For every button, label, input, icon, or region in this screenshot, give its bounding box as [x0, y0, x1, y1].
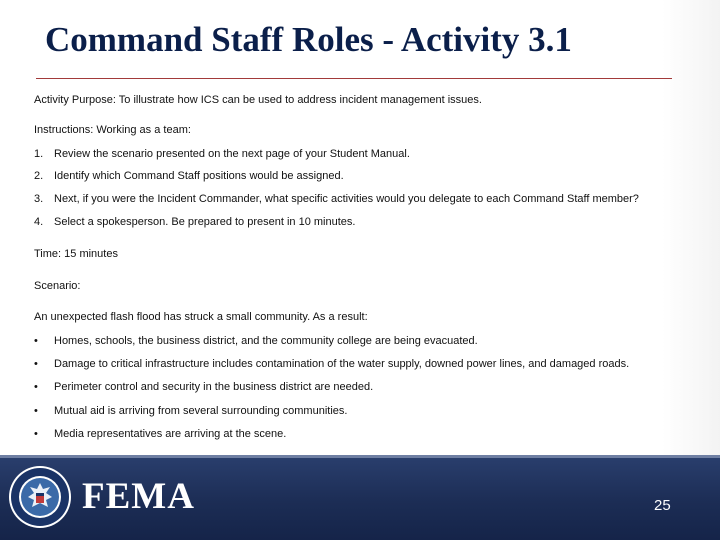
bullet-text: Mutual aid is arriving from several surrounding communities.: [54, 405, 348, 417]
bullet-icon: •: [34, 428, 38, 440]
slide-title: Command Staff Roles - Activity 3.1: [45, 20, 572, 59]
scenario-intro: An unexpected flash flood has struck a small community. As a result:: [34, 311, 368, 323]
bullet-text: Media representatives are arriving at the scene.: [54, 428, 287, 440]
instruction-text: Next, if you were the Incident Commander, what specific activities would you delegate to each Command Staff member?: [54, 193, 639, 205]
list-number: 1.: [34, 148, 44, 160]
title-divider: [36, 78, 672, 79]
activity-purpose: Activity Purpose: To illustrate how ICS can be used to address incident management issues.: [34, 94, 482, 106]
dhs-seal-icon: [8, 465, 72, 529]
time-label: Time: 15 minutes: [34, 248, 118, 260]
list-number: 4.: [34, 216, 44, 228]
instruction-text: Select a spokesperson. Be prepared to present in 10 minutes.: [54, 216, 356, 228]
bullet-icon: •: [34, 335, 38, 347]
instruction-text: Identify which Command Staff positions would be assigned.: [54, 170, 344, 182]
bullet-icon: •: [34, 358, 38, 370]
bullet-icon: •: [34, 405, 38, 417]
list-number: 2.: [34, 170, 44, 182]
bullet-icon: •: [34, 381, 38, 393]
list-number: 3.: [34, 193, 44, 205]
footer-divider: [0, 455, 720, 458]
fema-logo: FEMA: [82, 476, 195, 517]
instructions-heading: Instructions: Working as a team:: [34, 124, 191, 136]
footer-bar: [0, 455, 720, 540]
bullet-text: Damage to critical infrastructure includes contamination of the water supply, downed power lines, and damaged roads.: [54, 358, 630, 370]
scenario-heading: Scenario:: [34, 280, 81, 292]
bullet-text: Homes, schools, the business district, and the community college are being evacuated.: [54, 335, 478, 347]
instruction-text: Review the scenario presented on the next page of your Student Manual.: [54, 148, 410, 160]
page-number: 25: [654, 497, 671, 514]
bullet-text: Perimeter control and security in the business district are needed.: [54, 381, 374, 393]
